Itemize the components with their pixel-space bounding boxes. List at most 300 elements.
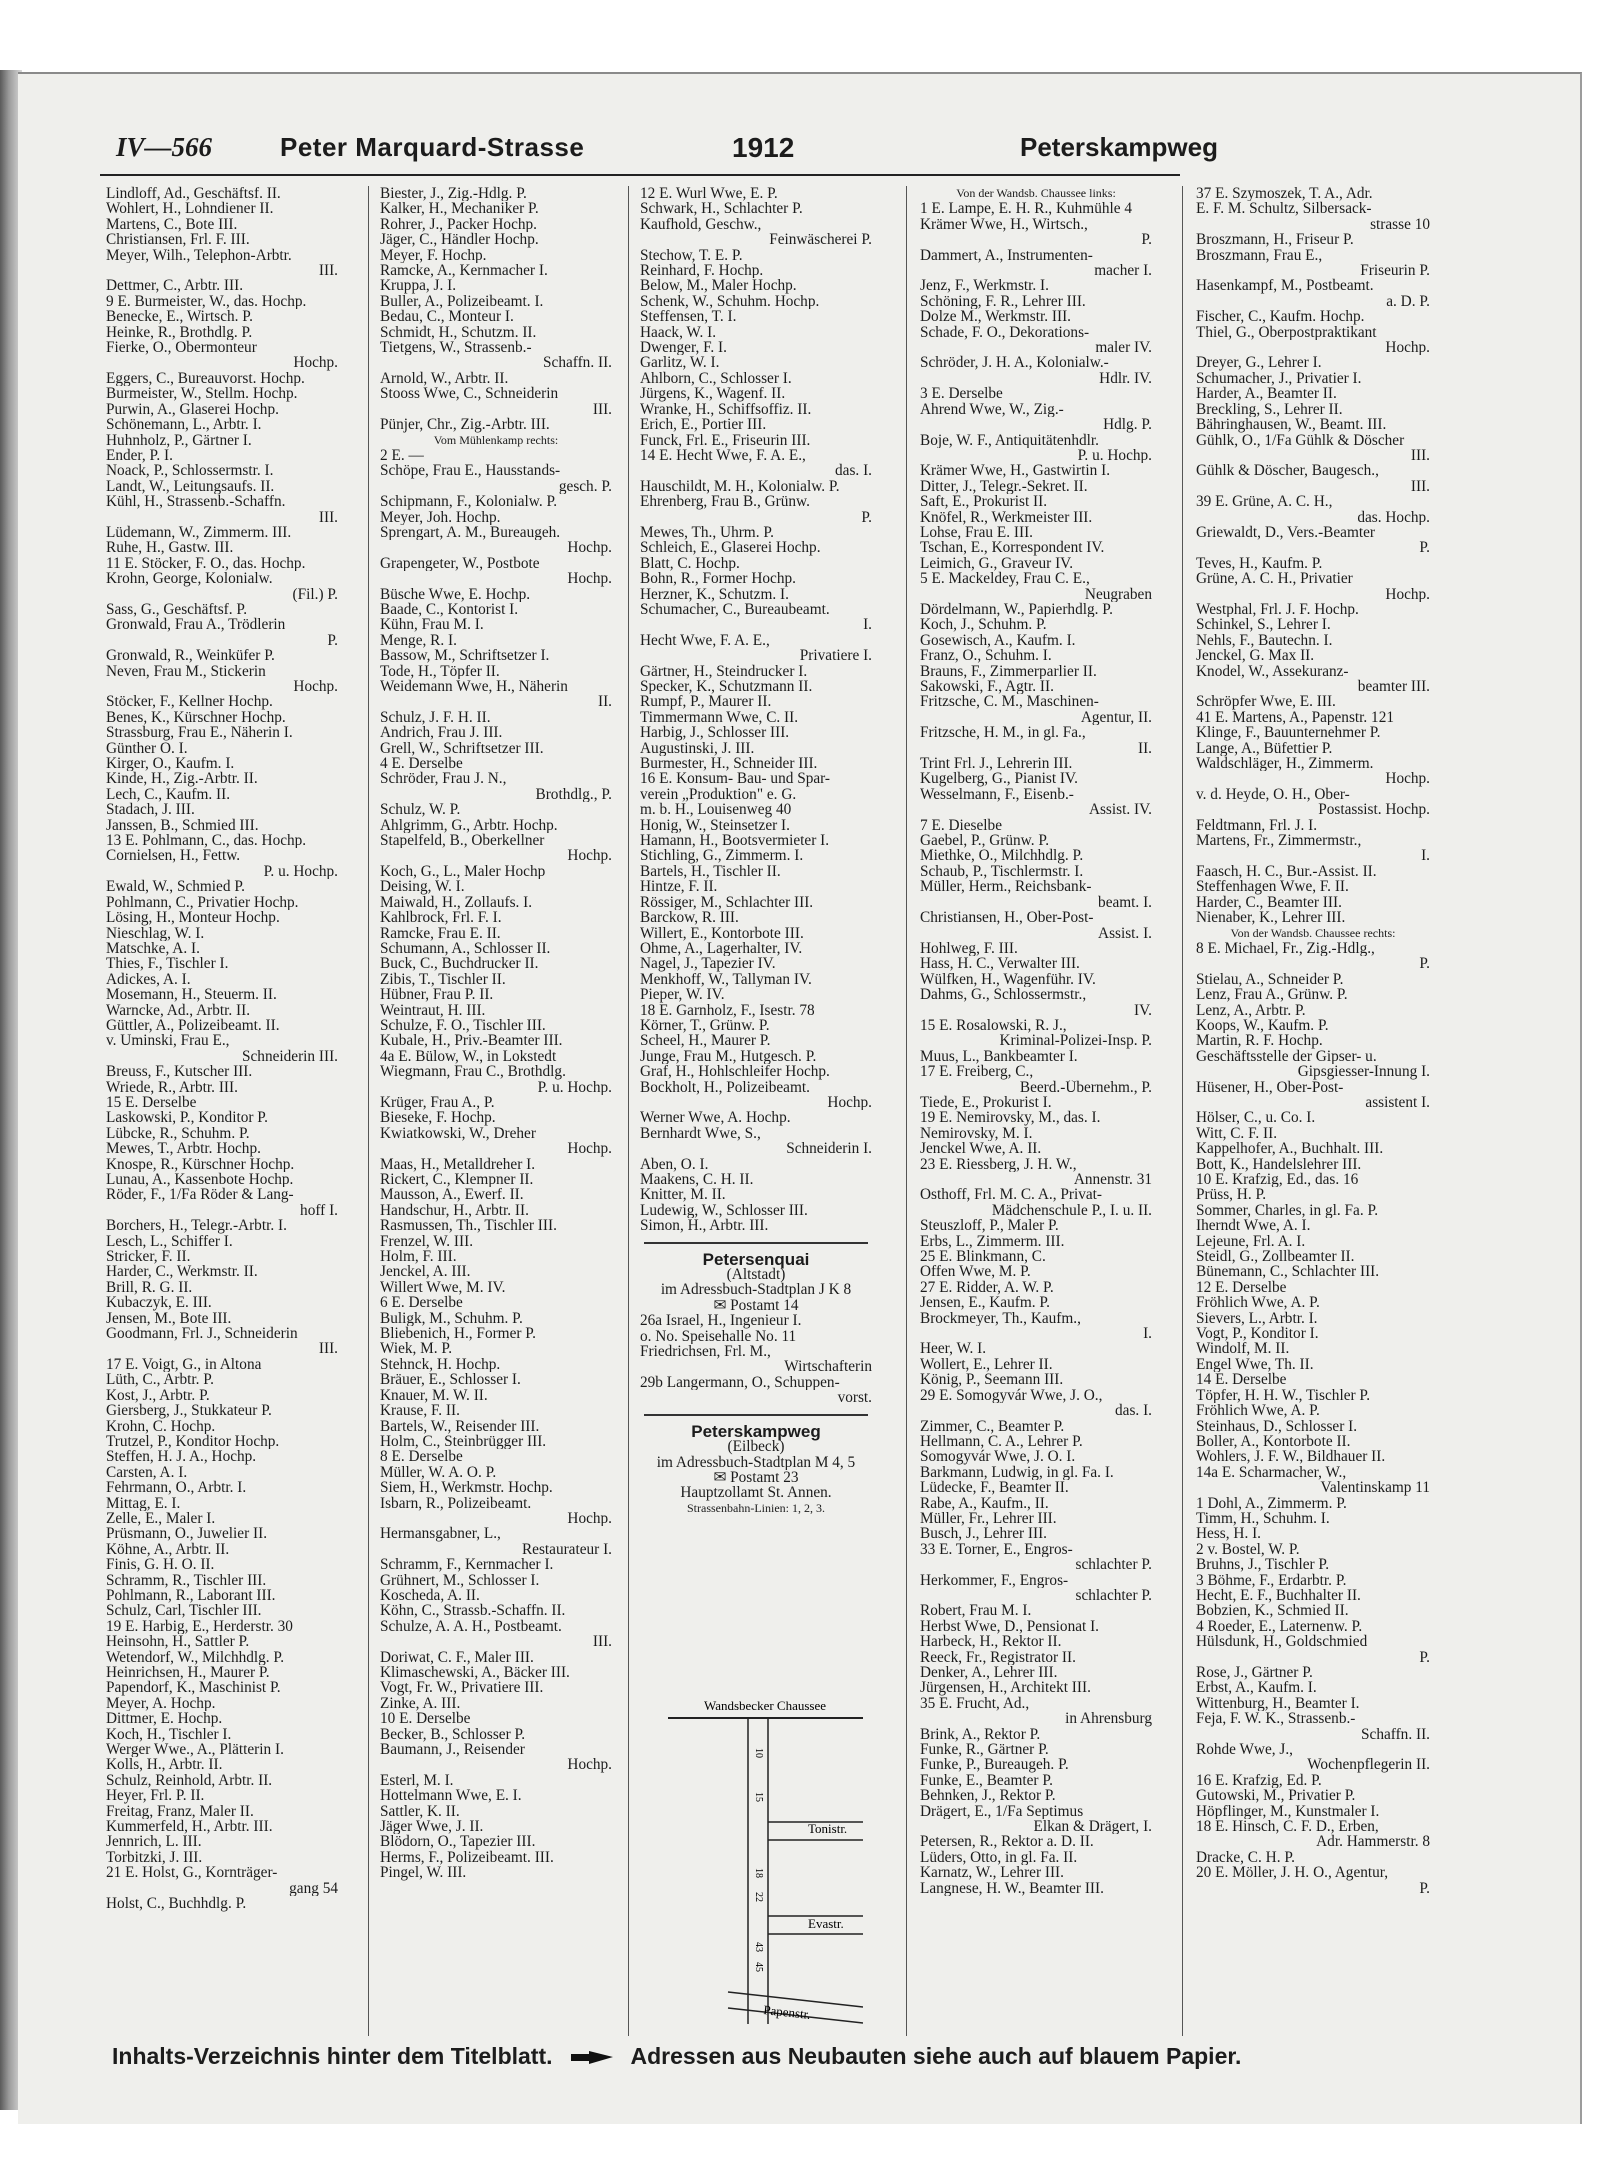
column-4-line: IV. [1134, 1002, 1152, 1018]
column-1-line: Purwin, A., Glaserei Hochp. [106, 401, 279, 418]
column-3-line: Menkhoff, W., Tallyman IV. [640, 971, 812, 988]
column-5-line: Hecht, E. F., Buchhalter II. [1196, 1587, 1361, 1604]
column-1-line: Krohn, C. Hochp. [106, 1418, 216, 1434]
column-1-line: Mosemann, H., Steuerm. II. [106, 987, 277, 1003]
column-1-line: Schulz, Carl, Tischler III. [106, 1603, 262, 1619]
column-3-line: Aben, O. I. [640, 1156, 709, 1172]
column-1-line: Ender, P. I. [106, 447, 173, 464]
column-2-line: P. u. Hochp. [537, 1079, 612, 1095]
column-2-line: Grühnert, M., Schlosser I. [380, 1572, 540, 1588]
column-1-line: Heinsohn, H., Sattler P. [106, 1634, 250, 1650]
column-2-line: Ramcke, A., Kernmacher I. [380, 263, 548, 279]
column-2-line: Schmidt, H., Schutzm. II. [380, 324, 537, 341]
column-4-line: Knöfel, R., Werkmeister III. [920, 509, 1093, 525]
column-4-line: Boje, W. F., Antiquitätenhdlr. [920, 432, 1099, 448]
column-4-line: Trint Frl. J., Lehrerin III. [920, 756, 1073, 772]
column-4-line: Langnese, H. W., Beamter III. [920, 1880, 1104, 1897]
column-2-line: Arnold, W., Arbtr. II. [380, 370, 509, 387]
column-5-line: Steffenhagen Wwe, F. II. [1196, 879, 1349, 895]
column-4-line: 7 E. Dieselbe [920, 817, 1002, 834]
column-3-line: Haack, W. I. [640, 324, 717, 341]
column-3-line: Kaufhold, Geschw., [640, 216, 762, 233]
column-5-line: Wochenpflegerin II. [1307, 1757, 1430, 1773]
column-5-line: Schumacher, J., Privatier I. [1196, 370, 1362, 387]
column-1-line: hoff I. [300, 1202, 338, 1219]
column-2-line: Mausson, A., Ewerf. II. [380, 1187, 524, 1203]
column-3-line: Ahlborn, C., Schlosser I. [640, 370, 792, 387]
column-2-line: Schipmann, F., Kolonialw. P. [380, 494, 558, 510]
column-2-line: Jäger, C., Händler Hochp. [380, 232, 539, 248]
column-5-line: P. [1419, 1649, 1430, 1665]
column-1-line: Cornielsen, H., Fettw. [106, 848, 241, 864]
column-2-line: III. [592, 1634, 612, 1650]
column-3-line: 16 E. Konsum- Bau- und Spar- [640, 771, 831, 787]
column-5-line: 41 E. Martens, A., Papenstr. 121 [1196, 709, 1394, 726]
column-1-line: Mewes, T., Arbtr. Hochp. [106, 1141, 261, 1157]
column-2-line: Weintraut, H. III. [380, 1002, 486, 1018]
column-5-line: assistent I. [1365, 1094, 1430, 1111]
column-5-line: Hölser, C., u. Co. I. [1196, 1110, 1316, 1126]
column-4-line: Muus, L., Bankbeamter I. [920, 1048, 1078, 1065]
column-1-line: Janssen, B., Schmied III. [106, 817, 259, 834]
peterskampweg-postamt-text: Postamt 23 [730, 1469, 799, 1486]
column-1-line: Hochp. [293, 355, 338, 371]
column-5-line: Stielau, A., Schneider P. [1196, 971, 1344, 988]
column-3-line: Privatiere I. [799, 648, 872, 664]
column-5-line: Harder, C., Beamter III. [1196, 894, 1342, 911]
column-2-line: Krüger, Frau A., P. [380, 1094, 495, 1111]
column-4-line: Heer, W. I. [920, 1341, 987, 1357]
column-1-line: Mittag, E. I. [106, 1495, 181, 1511]
street-map [668, 1692, 863, 2024]
petersenquai-entries [640, 1313, 872, 1405]
column-1-line: Trutzel, P., Konditor Hochp. [106, 1433, 280, 1450]
column-4-line: Dahms, G., Schlossermstr., [920, 987, 1087, 1003]
column-5-line: III. [1410, 447, 1430, 464]
column-5-line: v. d. Heyde, O. H., Ober- [1196, 786, 1350, 803]
column-1-line: Stadach, J. III. [106, 802, 195, 818]
column-1-line: Schönemann, L., Arbtr. I. [106, 417, 262, 433]
column-3-line: Körner, T., Grünw. P. [640, 1017, 770, 1034]
column-1-line: Fehrmann, O., Arbtr. I. [106, 1480, 247, 1496]
column-3-line: Below, M., Maler Hochp. [640, 278, 797, 294]
column-5-line: Nehls, F., Bautechn. I. [1196, 632, 1333, 649]
column-4-line: Rabe, A., Kaufm., II. [920, 1495, 1049, 1511]
column-2-line: Deising, W. I. [380, 879, 465, 895]
column-5-line: 20 E. Möller, J. H. O., Agentur, [1196, 1865, 1389, 1881]
column-2-line: Büsche Wwe, E. Hochp. [380, 586, 531, 602]
column-5-line: 14 E. Derselbe [1196, 1372, 1287, 1388]
petersenquai-section [640, 1249, 872, 1406]
column-1-line: Pohlmann, R., Laborant III. [106, 1587, 276, 1604]
column-1-line: Strassburg, Frau E., Näherin I. [106, 725, 293, 741]
column-5-line: Boller, A., Kontorbote II. [1196, 1433, 1351, 1450]
column-4-line: Busch, J., Lehrer III. [920, 1526, 1048, 1542]
footer-left-text: Inhalts-Verzeichnis hinter dem Titelblatt. [112, 2043, 553, 2069]
column-5-line: Martin, R. F. Hochp. [1196, 1033, 1323, 1049]
column-4-line: Zimmer, C., Beamter P. [920, 1418, 1065, 1434]
column-5-line: Broszmann, Frau E., [1196, 247, 1323, 264]
column-4-line: Fritzsche, C. M., Maschinen- [920, 694, 1099, 710]
column-5-line: Feja, F. W. K., Strassenb.- [1196, 1711, 1356, 1727]
column-divider [628, 186, 629, 2036]
column-2-line: Frenzel, W. III. [380, 1233, 474, 1250]
column-1-line: Christiansen, Frl. F. III. [106, 232, 250, 248]
column-3-line: Junge, Frau M., Hutgesch. P. [640, 1048, 817, 1065]
column-4-line: 35 E. Frucht, Ad., [920, 1695, 1030, 1712]
column-3-line: Augustinski, J. III. [640, 740, 755, 757]
column-1-line: 21 E. Holst, G., Kornträger- [106, 1865, 278, 1881]
column-2-line: 4a E. Bülow, W., in Lokstedt [380, 1048, 557, 1065]
column-5-line: 37 E. Szymoszek, T. A., Adr. [1196, 186, 1373, 202]
column-5-line: Höpflinger, M., Kunstmaler I. [1196, 1803, 1380, 1820]
street-name-right: Peterskampweg [1020, 132, 1218, 162]
column-5-line: Windolf, M. II. [1196, 1341, 1290, 1357]
petersenquai-title: Petersenquai [702, 1249, 810, 1269]
column-3-entries [640, 186, 872, 1234]
column-2-line: Buck, C., Buchdrucker II. [380, 956, 539, 972]
column-1-line: Breuss, F., Kutscher III. [106, 1064, 253, 1080]
column-4-line: 23 E. Riessberg, J. H. W., [920, 1156, 1077, 1172]
street-name-left: Peter Marquard-Strasse [280, 132, 585, 162]
map-house-number: 43 [753, 1942, 764, 1952]
column-5-line: Bünemann, C., Schlachter III. [1196, 1264, 1380, 1280]
petersenquai-line: Friedrichsen, Frl. M., [640, 1344, 771, 1360]
column-5-line: P. [1419, 1880, 1430, 1897]
column-5-line: Hüsener, H., Ober-Post- [1196, 1079, 1344, 1095]
column-5-line: Koops, W., Kaufm. P. [1196, 1017, 1329, 1034]
column-3-line: Ehrenberg, Frau B., Grünw. [640, 494, 810, 510]
column-divider [906, 186, 907, 2036]
column-4-line: 27 E. Ridder, A. W. P. [920, 1279, 1054, 1296]
peterskampweg-title: Peterskampweg [691, 1421, 821, 1441]
column-2-line: Kwiatkowski, W., Dreher [380, 1125, 536, 1142]
column-4-line: Kugelberg, G., Pianist IV. [920, 771, 1078, 787]
column-1-line: v. Uminski, Frau E., [106, 1033, 230, 1049]
column-1-line: Meyer, Wilh., Telephon-Arbtr. [106, 247, 292, 264]
column-2-line: Klimaschewski, A., Bäcker III. [380, 1665, 570, 1681]
column-5-line: Prüss, H. P. [1196, 1187, 1267, 1203]
column-4-line: Gosewisch, A., Kaufm. I. [920, 632, 1076, 649]
column-3-line: Bohn, R., Former Hochp. [640, 571, 796, 587]
column-3-line: Scheel, H., Maurer P. [640, 1033, 771, 1049]
column-3-line: Rumpf, P., Maurer II. [640, 694, 772, 710]
column-2-line: Maiwald, H., Zollaufs. I. [380, 894, 533, 911]
column-2-line: Sattler, K. II. [380, 1803, 460, 1820]
column-2-line: Hochp. [567, 571, 612, 587]
column-4-line: Tschan, E., Korrespondent IV. [920, 540, 1105, 556]
column-2-line: Isbarn, R., Polizeibeamt. [380, 1495, 532, 1511]
column-1-line: Prüsmann, O., Juwelier II. [106, 1526, 268, 1542]
column-4-line: Müller, Fr., Lehrer III. [920, 1510, 1057, 1527]
column-2-line: 8 E. Derselbe [380, 1449, 463, 1465]
column-2-line: Müller, W. A. O. P. [380, 1464, 497, 1481]
column-2-line: Hübner, Frau P. II. [380, 987, 494, 1003]
column-1-line: Ewald, W., Schmied P. [106, 879, 245, 895]
column-4-line: 5 E. Mackeldey, Frau C. E., [920, 571, 1090, 587]
column-5-line: Gühlk & Döscher, Baugesch., [1196, 463, 1379, 479]
column-4-line: 3 E. Derselbe [920, 386, 1003, 402]
column-2-line: Schulze, A. A. H., Postbeamt. [380, 1618, 562, 1635]
column-3-line: Gärtner, H., Steindrucker I. [640, 663, 808, 679]
column-5-line: 16 E. Krafzig, Ed. P. [1196, 1772, 1322, 1789]
column-4-line: Hdlg. P. [1103, 417, 1152, 433]
column-2-line: Schulz, W. P. [380, 802, 461, 818]
column-1-line: Ruhe, H., Gastw. III. [106, 540, 234, 556]
column-3-line: Ludewig, W., Schlosser III. [640, 1202, 808, 1219]
column-1-line: Werger Wwe., A., Plätterin I. [106, 1742, 284, 1758]
column-3-line: Schneiderin I. [786, 1141, 872, 1157]
column-1-line: Zelle, E., Maler I. [106, 1510, 216, 1527]
column-1-line: 11 E. Stöcker, F. O., das. Hochp. [106, 555, 306, 572]
column-1-line: Koch, H., Tischler I. [106, 1726, 232, 1743]
column-4-line: 25 E. Blinkmann, C. [920, 1249, 1046, 1265]
column-3-line: I. [863, 617, 872, 633]
column-2-line: Hochp. [567, 1757, 612, 1773]
column-4-line: beamt. I. [1098, 894, 1152, 911]
column-2-line: II. [597, 694, 612, 710]
column-1-line: III. [318, 1341, 338, 1357]
column-1-line: Harder, C., Werkmstr. II. [106, 1264, 258, 1280]
column-5-line: Fröhlich Wwe, A. P. [1196, 1403, 1320, 1419]
column-2-line: Kahlbrock, Frl. F. I. [380, 910, 502, 926]
column-4-line: Somogyvár Wwe, J. O. I. [920, 1449, 1076, 1465]
column-2-line: Jäger Wwe, J. II. [380, 1819, 484, 1835]
column-2-line: Sprengart, A. M., Bureaugeh. [380, 524, 561, 541]
column-5-line: Gipsgiesser-Innung I. [1297, 1064, 1430, 1080]
column-4-line: Harbeck, H., Rektor II. [920, 1634, 1062, 1650]
column-2-line: Bedau, C., Monteur I. [380, 309, 514, 325]
column-5-line: I. [1421, 848, 1430, 864]
column-2-line: 2 E. — [380, 447, 424, 464]
column-5-line: Engel Wwe, Th. II. [1196, 1356, 1314, 1373]
column-2-line: Bräuer, E., Schlosser I. [380, 1372, 521, 1388]
map-house-number: 15 [753, 1792, 764, 1802]
column-3-line: Dwenger, F. I. [640, 340, 727, 356]
column-4-line: Schröder, J. H. A., Kolonialw.- [920, 355, 1109, 371]
column-3-line: Hecht Wwe, F. A. E., [640, 632, 770, 649]
column-2-line: III. [592, 401, 612, 418]
column-1-line: Röder, F., 1/Fa Röder & Lang- [106, 1187, 294, 1203]
column-4-line: Fritzsche, H. M., in gl. Fa., [920, 725, 1086, 741]
section-rule [644, 1242, 868, 1244]
peterskampweg-postamt [640, 1470, 872, 1485]
column-4-line: Koch, J., Schuhm. P. [920, 617, 1047, 633]
map-label-cross1: Tonistr. [808, 1821, 848, 1836]
column-3-line: Stichling, G., Zimmerm. I. [640, 848, 804, 864]
column-1-line: Giersberg, J., Stukkateur P. [106, 1403, 272, 1419]
column-1-line: Benes, K., Kürschner Hochp. [106, 709, 286, 726]
column-1-line: 17 E. Voigt, G., in Altona [106, 1356, 262, 1373]
column-1-line: Dittmer, E. Hochp. [106, 1711, 223, 1727]
map-house-number: 22 [753, 1892, 764, 1902]
column-2-line: Becker, B., Schlosser P. [380, 1726, 526, 1743]
column-1-line: Brill, R. G. II. [106, 1279, 193, 1296]
column-4-line: I. [1143, 1326, 1152, 1342]
column-5-line: Dreyer, G., Lehrer I. [1196, 355, 1322, 371]
column-3-line: Schenk, W., Schuhm. Hochp. [640, 293, 820, 310]
column-2-line: Köhn, C., Strassb.-Schaffn. II. [380, 1603, 566, 1619]
column-4-line: Lohse, Frau E. III. [920, 524, 1033, 541]
column-2-line: Bartels, W., Reisender III. [380, 1418, 540, 1434]
column-4-line: Agentur, II. [1080, 709, 1152, 726]
column-4-line: Brauns, F., Zimmerparlier II. [920, 663, 1097, 679]
column-2-line: Hottelmann Wwe, E. I. [380, 1788, 522, 1804]
column-5-line: Feldtmann, Frl. J. I. [1196, 817, 1318, 834]
column-5 [1196, 186, 1430, 2026]
column-2-line: Baade, C., Kontorist I. [380, 601, 519, 618]
column-4-line: Lüders, Otto, in gl. Fa. II. [920, 1849, 1078, 1866]
column-5-line: Knodel, W., Assekuranz- [1196, 663, 1349, 679]
column-1-line: Kinde, H., Zig.-Arbtr. II. [106, 771, 258, 787]
petersenquai-line: Wirtschafterin [784, 1359, 872, 1375]
column-4-line: Herkommer, F., Engros- [920, 1572, 1069, 1588]
column-1-line: Kost, J., Arbtr. P. [106, 1387, 210, 1404]
column-5-line: Gühlk, O., 1/Fa Gühlk & Döscher [1196, 432, 1405, 448]
column-3-line: Nagel, J., Tapezier IV. [640, 956, 776, 972]
page-number: IV—566 [116, 132, 213, 162]
column-2-line: Grapengeter, W., Postbote [380, 555, 540, 572]
column-1-line: Landt, W., Leitungsaufs. II. [106, 478, 275, 495]
petersenquai-subtitle: (Altstadt) [726, 1267, 786, 1283]
column-1-line: Steffen, H. J. A., Hochp. [106, 1449, 257, 1465]
column-2-line: Pingel, W. III. [380, 1865, 467, 1881]
column-3-line: Hintze, F. II. [640, 879, 718, 895]
column-4-line: Steuszloff, P., Maler P. [920, 1218, 1059, 1234]
column-3-line: Erich, E., Portier III. [640, 417, 767, 433]
column-1-line: Günther O. I. [106, 740, 188, 757]
column-2-line: Biester, J., Zig.-Hdlg. P. [380, 186, 527, 202]
column-1-line: Holst, C., Buchhdlg. P. [106, 1896, 247, 1912]
column-1-line: Lesch, L., Schiffer I. [106, 1233, 233, 1250]
column-5-line: Breckling, S., Lehrer II. [1196, 401, 1343, 418]
column-2-line: Rohrer, J., Packer Hochp. [380, 216, 537, 233]
column-3-line: Specker, K., Schutzmann II. [640, 679, 813, 695]
column-2-line: Rasmussen, Th., Tischler III. [380, 1218, 557, 1234]
column-4-line: Petersen, R., Rektor a. D. II. [920, 1834, 1094, 1850]
column-1-line: Kubaczyk, E. III. [106, 1295, 212, 1311]
column-3-line: Feinwäscherei P. [769, 232, 872, 248]
column-5-line: Harder, A., Beamter II. [1196, 386, 1337, 402]
petersenquai-line: 29b Langermann, O., Schuppen- [640, 1374, 840, 1391]
column-1-line: Pohlmann, C., Privatier Hochp. [106, 894, 299, 911]
column-1-line: 9 E. Burmeister, W., das. Hochp. [106, 293, 307, 310]
column-3-line: Bartels, H., Tischler II. [640, 863, 781, 880]
column-1-line: Stöcker, F., Kellner Hochp. [106, 694, 273, 710]
column-5-line: Sievers, L., Arbtr. I. [1196, 1310, 1318, 1327]
column-2-line: Herms, F., Polizeibeamt. III. [380, 1849, 554, 1866]
column-2-line: Hochp. [567, 540, 612, 556]
column-1-line: Kummerfeld, H., Arbtr. III. [106, 1819, 273, 1835]
column-3-line: Timmermann Wwe, C. II. [640, 709, 799, 726]
column-2-line: Schramm, F., Kernmacher I. [380, 1557, 554, 1573]
column-1-line: Huhnholz, P., Gärtner I. [106, 432, 252, 448]
column-5-line: Lejeune, Frl. A. I. [1196, 1233, 1306, 1250]
column-2-line: Baumann, J., Reisender [380, 1742, 525, 1758]
column-2-line: Hochp. [567, 848, 612, 864]
column-5-line: Hülsdunk, H., Goldschmied [1196, 1634, 1368, 1650]
column-4-line: Assist. IV. [1088, 802, 1152, 818]
column-2-line: Restaurateur I. [521, 1541, 612, 1558]
column-2-line: Bassow, M., Schriftsetzer I. [380, 648, 550, 664]
column-2-line: Krause, F. II. [380, 1403, 460, 1419]
column-5-line: Thiel, G., Oberpostpraktikant [1196, 324, 1377, 341]
column-1-line: Gronwald, R., Weinküfer P. [106, 648, 275, 664]
column-3-line: das. I. [835, 463, 872, 479]
column-1-line: Kirger, O., Kaufm. I. [106, 756, 235, 772]
column-2-line: Zibis, T., Tischler II. [380, 971, 506, 988]
column-1-line: Torbitzki, J. III. [106, 1849, 203, 1866]
column-4-line: Karnatz, W., Lehrer III. [920, 1865, 1064, 1881]
column-4-line: Kriminal-Polizei-Insp. P. [999, 1033, 1152, 1049]
column-2-line: Schulze, F. O., Tischler III. [380, 1017, 546, 1034]
column-2-line: Koscheda, A. II. [380, 1587, 480, 1604]
column-4-line: 33 E. Torner, E., Engros- [920, 1541, 1073, 1558]
column-1-line: Köhne, A., Arbtr. II. [106, 1541, 230, 1558]
column-4-line: Hellmann, C. A., Lehrer P. [920, 1433, 1083, 1450]
column-1-line: Lüdemann, W., Zimmerm. III. [106, 524, 292, 541]
column-2-line: Maas, H., Metalldreher I. [380, 1156, 536, 1172]
column-2-line: Siem, H., Werkmstr. Hochp. [380, 1480, 553, 1496]
column-2-line: Doriwat, C. F., Maler III. [380, 1649, 534, 1665]
column-1-line: (Fil.) P. [292, 586, 338, 602]
column-3-line: Maakens, C. H. II. [640, 1172, 754, 1188]
column-3-line: Barckow, R. III. [640, 910, 739, 926]
column-5-line: Jenckel, G. Max II. [1196, 648, 1315, 664]
column-1-line: Jennrich, L. III. [106, 1834, 202, 1850]
column-4-line: Nemirovsky, M. I. [920, 1125, 1033, 1142]
column-2-line: Vogt, Fr. W., Privatiere III. [380, 1680, 544, 1696]
column-5-line: Wohlers, J. F. W., Bildhauer II. [1196, 1449, 1386, 1465]
column-1-line: Lösing, H., Monteur Hochp. [106, 910, 280, 926]
column-1-line: Neven, Frau M., Stickerin [106, 663, 266, 679]
column-1-line: Lüth, C., Arbtr. P. [106, 1372, 214, 1388]
column-5-line: Grüne, A. C. H., Privatier [1196, 571, 1353, 587]
column-4-line: Funke, R., Gärtner P. [920, 1742, 1049, 1758]
column-4-line: Wollert, E., Lehrer II. [920, 1356, 1053, 1373]
column-3-line: Mewes, Th., Uhrm. P. [640, 524, 774, 541]
column-1-line: Freitag, Franz, Maler II. [106, 1803, 254, 1820]
column-3-line: Garlitz, W. I. [640, 355, 720, 371]
column-4-line: 15 E. Rosalowski, R. J., [920, 1017, 1067, 1034]
page-footer [112, 2043, 1412, 2073]
column-1-line: Sass, G., Geschäftsf. P. [106, 601, 248, 618]
column-1-line: Matschke, A. I. [106, 940, 200, 957]
column-3-line: Herzner, K., Schutzm. I. [640, 586, 789, 602]
column-divider [1182, 186, 1183, 2036]
column-5-line: Bobzien, K., Schmied II. [1196, 1603, 1349, 1619]
column-4-line: Müller, Herm., Reichsbank- [920, 879, 1092, 895]
column-5-line: Erbst, A., Kaufm. I. [1196, 1680, 1317, 1696]
column-5-line: Griewaldt, D., Vers.-Beamter [1196, 524, 1375, 541]
column-5-line: Hochp. [1385, 771, 1430, 787]
column-2-line: Holm, F. III. [380, 1249, 457, 1265]
column-5-line: P. [1419, 540, 1430, 556]
map-label-top: Wandsbecker Chaussee [703, 1698, 827, 1713]
column-1-line: Carsten, A. I. [106, 1464, 188, 1481]
column-1-line: Wetendorf, W., Milchhdlg. P. [106, 1649, 285, 1665]
column-5-line: a. D. P. [1386, 293, 1430, 310]
column-3-line: Simon, H., Arbtr. III. [640, 1218, 769, 1234]
column-3-line: Reinhard, F. Hochp. [640, 263, 764, 279]
column-2-line: Bieseke, F. Hochp. [380, 1110, 496, 1126]
column-1-line: Papendorf, K., Maschinist P. [106, 1680, 281, 1696]
column-4-line: Elkan & Drägert, I. [1033, 1819, 1152, 1835]
column-2-line: Kruppa, J. I. [380, 278, 457, 294]
column-2-line: Schulz, J. F. H. II. [380, 709, 491, 726]
column-1-line: Jensen, M., Bote III. [106, 1310, 232, 1327]
petersenquai-line: vorst. [837, 1390, 872, 1406]
